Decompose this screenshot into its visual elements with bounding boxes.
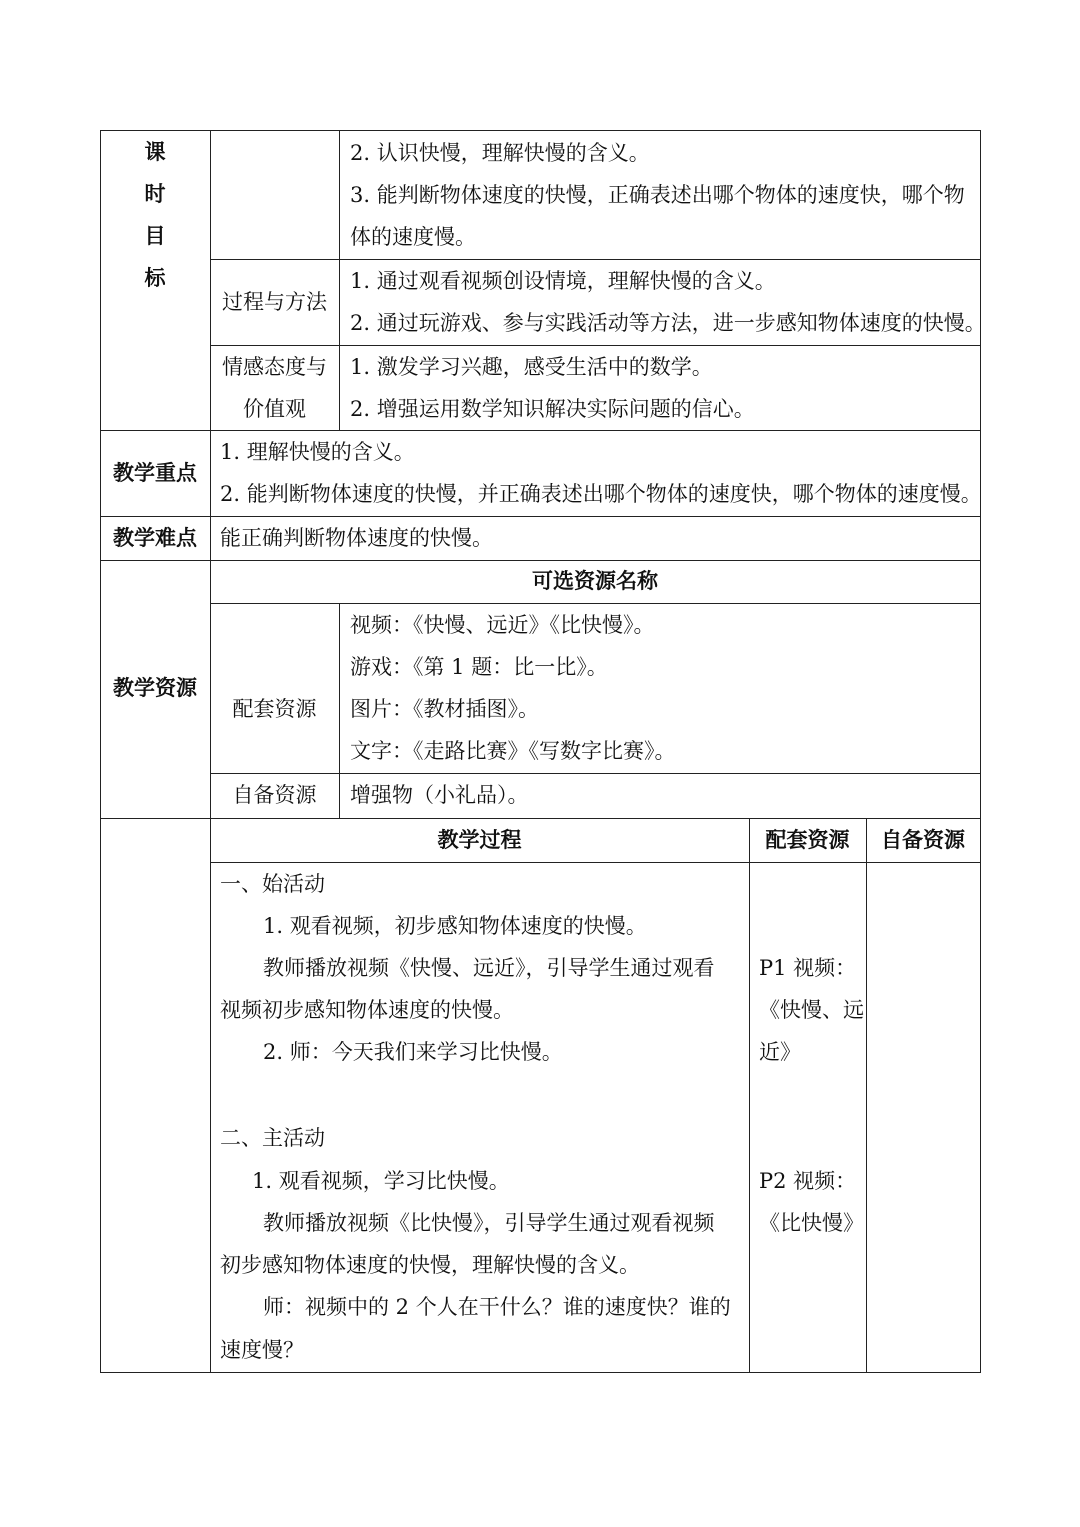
process-header: 教学过程 [437,827,522,852]
knowledge-line: 3. 能判断物体速度的快慢，正确表述出哪个物体的速度快，哪个物 [350,183,965,207]
process-line: 初步感知物体速度的快慢，理解快慢的含义。 [220,1253,640,1277]
rule [866,818,867,1373]
emotion-label: 价值观 [243,397,306,421]
key-points-line: 1. 理解快慢的含义。 [220,440,415,464]
self-resources-label: 自备资源 [232,783,317,807]
self-resources-text: 增强物（小礼品）。 [350,783,529,807]
process-method-label: 过程与方法 [222,290,327,314]
emotion-line: 1. 激发学习兴趣，感受生活中的数学。 [350,355,713,379]
process-line: 师：视频中的 2 个人在干什么？谁的速度快？谁的 [263,1295,731,1319]
self-resources-header: 自备资源 [881,827,965,852]
difficulty-label: 教学难点 [113,525,197,550]
matching-resources-label: 配套资源 [232,697,317,721]
matching-resources-header: 配套资源 [765,827,850,852]
process-method-line: 1. 通过观看视频创设情境，理解快慢的含义。 [350,269,776,293]
knowledge-line: 2. 认识快慢，理解快慢的含义。 [350,141,650,165]
resources-subheader: 可选资源名称 [532,568,658,593]
section-heading: 二、主活动 [220,1126,325,1150]
process-line: 教师播放视频《比快慢》，引导学生通过观看视频 [263,1211,715,1235]
rule [749,818,750,1373]
process-line: 教师播放视频《快慢、远近》，引导学生通过观看 [263,956,715,980]
process-line: 1. 观看视频，初步感知物体速度的快慢。 [263,914,647,938]
resource-ref-p1: 《快慢、远 [759,998,864,1022]
matching-resource-line: 游戏：《第 1 题：比一比》。 [350,655,608,679]
matching-resource-line: 图片：《教材插图》。 [350,697,539,721]
rule [339,130,340,431]
key-points-line: 2. 能判断物体速度的快慢，并正确表述出哪个物体的速度快，哪个物体的速度慢。 [220,482,982,506]
matching-resource-line: 文字：《走路比赛》《写数字比赛》。 [350,739,676,763]
rule [100,1372,981,1373]
resource-ref-p2: P2 视频： [759,1169,857,1193]
difficulty-text: 能正确判断物体速度的快慢。 [220,526,493,550]
section-heading: 一、始活动 [220,872,325,896]
resource-ref-p2: 《比快慢》 [759,1211,864,1235]
process-line: 视频初步感知物体速度的快慢。 [220,998,514,1022]
rule [100,130,981,131]
rule [339,603,340,819]
emotion-label: 情感态度与 [222,355,327,379]
process-method-line: 2. 通过玩游戏、参与实践活动等方法，进一步感知物体速度的快慢。 [350,311,986,335]
matching-resource-line: 视频：《快慢、远近》《比快慢》。 [350,613,655,637]
process-line: 速度慢？ [220,1338,304,1362]
objectives-header-char: 目 [144,223,166,248]
knowledge-line: 体的速度慢。 [350,225,476,249]
resource-ref-p1: 近》 [759,1040,801,1064]
process-line: 1. 观看视频，学习比快慢。 [252,1169,510,1193]
objectives-header-char: 课 [144,139,166,164]
process-line: 2. 师：今天我们来学习比快慢。 [263,1040,563,1064]
objectives-header-char: 标 [144,265,166,290]
resource-ref-p1: P1 视频： [759,956,857,980]
objectives-header-char: 时 [144,181,166,206]
resources-label: 教学资源 [113,675,197,700]
key-points-label: 教学重点 [113,460,197,485]
emotion-line: 2. 增强运用数学知识解决实际问题的信心。 [350,397,755,421]
rule [100,130,101,1373]
